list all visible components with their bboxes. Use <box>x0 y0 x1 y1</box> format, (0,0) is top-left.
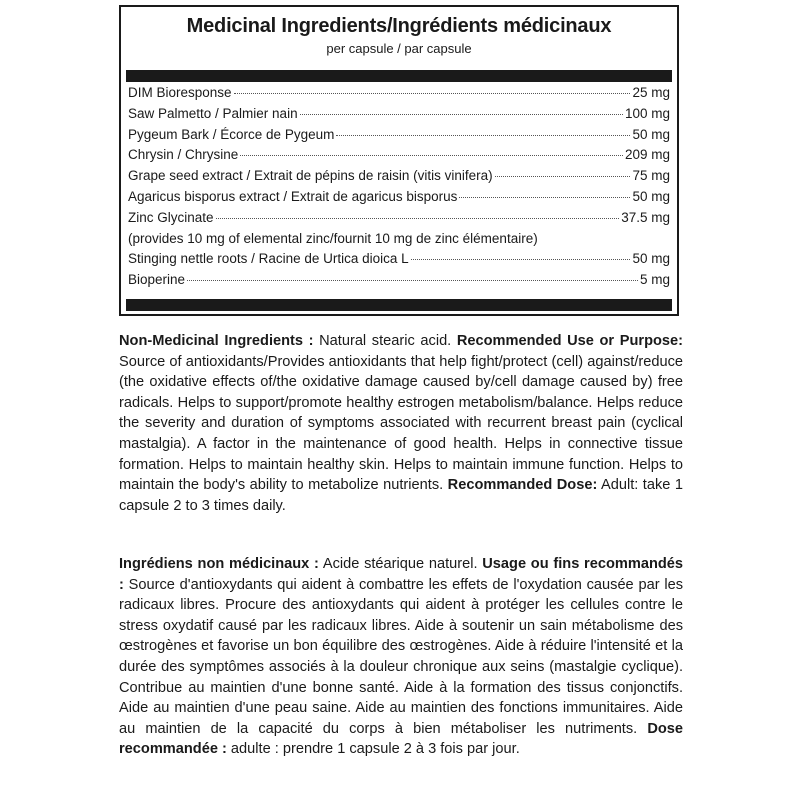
ingredient-name: Saw Palmetto / Palmier nain <box>128 105 298 121</box>
ingredient-row <box>128 272 670 293</box>
ingredient-amount: 50 mg <box>632 251 670 267</box>
ingredient-amount: 209 mg <box>624 147 670 163</box>
ingredient-name: Agaricus bisporus extract / Extrait de agaricus bisporus <box>128 188 458 204</box>
ingredient-row <box>128 251 670 272</box>
dot-leader <box>495 176 631 177</box>
nonmed-label-fr: Ingrédiens non médicinaux : <box>119 556 319 572</box>
ingredient-row <box>128 189 670 210</box>
english-description <box>119 331 683 516</box>
dot-leader <box>459 197 630 198</box>
ingredient-row <box>128 210 670 231</box>
dot-leader <box>300 114 623 115</box>
top-divider-bar <box>126 70 672 82</box>
dose-text-en: Adult: take 1 capsule 2 to 3 times daily. <box>119 477 683 514</box>
ingredient-name: Pygeum Bark / Écorce de Pygeum <box>128 126 335 142</box>
nonmed-text-en: Natural stearic acid. <box>313 333 457 349</box>
zinc-note: (provides 10 mg of elemental zinc/fournit 10 mg de zinc élémentaire) <box>128 230 538 246</box>
use-label-fr: Usage ou fins recommandés : <box>119 556 684 593</box>
nonmed-text-fr: Acide stéarique naturel. <box>318 556 483 572</box>
ingredient-row <box>128 85 670 106</box>
dose-text-fr: adulte : prendre 1 capsule 2 à 3 fois par jour. <box>226 741 520 758</box>
use-text-fr: Source d'antioxydants qui aident à combattre les effets de l'oxydation causée par les radicaux libres. Procure des antioxydants qui aident à protéger les cellules contre le stress oxydatif causé par les radicaux libres. Aide à soutenir un sain métabolisme des œstrogènes et favorise un bon équilibre des œstrogènes. Aide à réduire l'intensité et la durée des symptômes associés à la douleur chronique aux seins (mastalgie cyclique). Contribue au maintien d'une bonne santé. Aide à la formation des tissus conjonctifs. Aide au maintien d'une peau saine. Aide au maintien des fonctions immunitaires. Aide au maintien de la capacité du corps à bien métaboliser les nutriments. <box>119 576 683 737</box>
dot-leader <box>234 93 631 94</box>
ingredient-amount: 50 mg <box>632 188 670 204</box>
dose-label-en: Recommanded Dose: <box>447 477 598 494</box>
panel-subtitle: per capsule / par capsule <box>326 41 472 56</box>
ingredient-row <box>128 147 670 168</box>
ingredient-name: Stinging nettle roots / Racine de Urtica dioica L <box>128 251 409 267</box>
dot-leader <box>240 155 623 156</box>
medicinal-ingredients-panel <box>119 5 679 316</box>
ingredient-row <box>128 127 670 148</box>
use-text-en: Source of antioxidants/Provides antioxidants that help fight/protect (cell) against/reduce (the oxidative effects of/the oxidative damage caused by/cell damage caused by) free radicals. Helps to support/promote healthy estrogen metabolism/balance. Helps reduce the severity and duration of symptoms associated with recurrent breast pain (cyclical mastalgia). A factor in the maintenance of good health. Helps in connective tissue formation. Helps to maintain healthy skin. Helps to maintain immune function. Helps to maintain the body's ability to metabolize nutrients. <box>119 353 683 494</box>
ingredient-name: Zinc Glycinate <box>128 209 214 225</box>
ingredient-amount: 37.5 mg <box>621 209 670 225</box>
ingredient-amount: 25 mg <box>632 85 670 100</box>
nonmed-label-en: Non-Medicinal Ingredients : <box>119 333 314 349</box>
ingredient-name: Bioperine <box>128 272 186 288</box>
ingredient-row <box>128 168 670 189</box>
ingredient-amount: 100 mg <box>624 105 670 121</box>
dose-label-fr: Dose recommandée : <box>119 720 683 758</box>
ingredient-row <box>128 106 670 127</box>
ingredient-amount: 5 mg <box>639 272 670 288</box>
dot-leader <box>411 259 631 260</box>
ingredient-amount: 75 mg <box>632 168 670 184</box>
panel-title: Medicinal Ingredients/Ingrédients médicinaux <box>186 15 612 37</box>
dot-leader <box>216 218 620 219</box>
dot-leader <box>187 280 638 281</box>
bottom-divider-bar <box>126 299 672 311</box>
ingredient-name: DIM Bioresponse <box>128 85 232 100</box>
french-description <box>119 554 683 760</box>
ingredient-name: Chrysin / Chrysine <box>128 147 239 163</box>
ingredient-list <box>128 85 670 293</box>
ingredient-amount: 50 mg <box>632 126 670 142</box>
use-label-en: Recommended Use or Purpose: <box>456 333 683 349</box>
dot-leader <box>336 135 630 136</box>
ingredient-name: Grape seed extract / Extrait de pépins de raisin (vitis vinifera) <box>128 168 493 184</box>
